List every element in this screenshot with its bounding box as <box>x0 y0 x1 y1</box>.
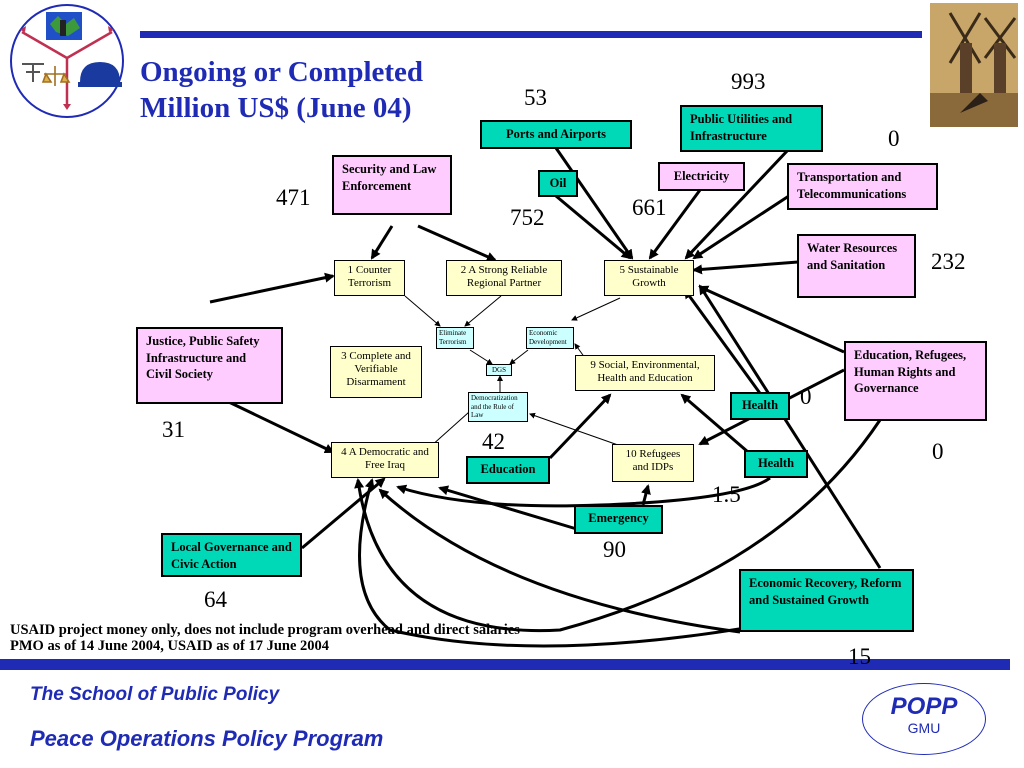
amount-water: 232 <box>931 249 966 274</box>
sector-public-utilities: Public Utilities and Infrastructure <box>680 105 823 152</box>
sector-emergency: Emergency <box>574 505 663 534</box>
amount-economic-recovery: 15 <box>848 644 871 669</box>
sector-education: Education <box>466 456 550 484</box>
goal-social-health-education: 9 Social, Environmental, Health and Education <box>575 355 715 391</box>
amount-emergency: 90 <box>603 537 626 562</box>
sector-economic-recovery: Economic Recovery, Reform and Sustained Growth <box>739 569 914 632</box>
footer-school: The School of Public Policy <box>30 684 280 705</box>
goal-regional-partner: 2 A Strong Reliable Regional Partner <box>446 260 562 296</box>
goal-refugees-idps: 10 Refugees and IDPs <box>612 444 694 482</box>
amount-education-refugees: 0 <box>932 439 944 464</box>
sector-water-resources: Water Resources and Sanitation <box>797 234 916 298</box>
sector-electricity: Electricity <box>658 162 745 191</box>
amount-public-utilities: 993 <box>731 69 766 94</box>
amount-health-lower: 1.5 <box>712 482 741 507</box>
amount-justice: 31 <box>162 417 185 442</box>
sector-justice-public-safety: Justice, Public Safety Infrastructure and Civil Society <box>136 327 283 404</box>
note-line-2: PMO as of 14 June 2004, USAID as of 17 June 2004 <box>10 638 330 654</box>
amount-electricity: 661 <box>632 195 667 220</box>
popp-badge-title: POPP <box>890 693 958 720</box>
amount-ports: 53 <box>524 85 547 110</box>
sector-transportation: Transportation and Telecommunications <box>787 163 938 210</box>
objective-democratization: Democratization and the Rule of Law <box>468 392 528 422</box>
sector-health-upper: Health <box>730 392 790 420</box>
popp-badge <box>862 683 986 755</box>
goal-sustainable-growth: 5 Sustainable Growth <box>604 260 694 296</box>
goal-disarmament: 3 Complete and Verifiable Disarmament <box>330 346 422 398</box>
objective-eliminate-terrorism: Eliminate Terrorism <box>436 327 474 349</box>
goal-counter-terrorism: 1 Counter Terrorism <box>334 260 405 296</box>
note-line-1: USAID project money only, does not include program overhead and direct salaries <box>10 622 520 638</box>
amount-security: 471 <box>276 185 311 210</box>
amount-education: 42 <box>482 429 505 454</box>
sector-ports-airports: Ports and Airports <box>480 120 632 149</box>
sector-education-refugees-governance: Education, Refugees, Human Rights and Governance <box>844 341 987 421</box>
amount-oil: 752 <box>510 205 545 230</box>
title-line-1: Ongoing or Completed <box>140 56 424 88</box>
popp-badge-subtitle: GMU <box>907 720 941 736</box>
amount-transportation: 0 <box>888 126 900 151</box>
objective-dgs: DGS <box>486 364 512 376</box>
sector-security-law-enforcement: Security and Law Enforcement <box>332 155 452 215</box>
footer-program: Peace Operations Policy Program <box>30 726 384 751</box>
amount-local-governance: 64 <box>204 587 227 612</box>
sector-health-lower: Health <box>744 450 808 478</box>
sector-local-governance: Local Governance and Civic Action <box>161 533 302 577</box>
sector-oil: Oil <box>538 170 578 197</box>
goal-democratic-iraq: 4 A Democratic and Free Iraq <box>331 442 439 478</box>
title-line-2: Million US$ (June 04) <box>140 92 412 124</box>
amount-health-upper: 0 <box>800 384 812 409</box>
source-note <box>10 622 520 654</box>
objective-economic-development: Economic Development <box>526 327 574 349</box>
